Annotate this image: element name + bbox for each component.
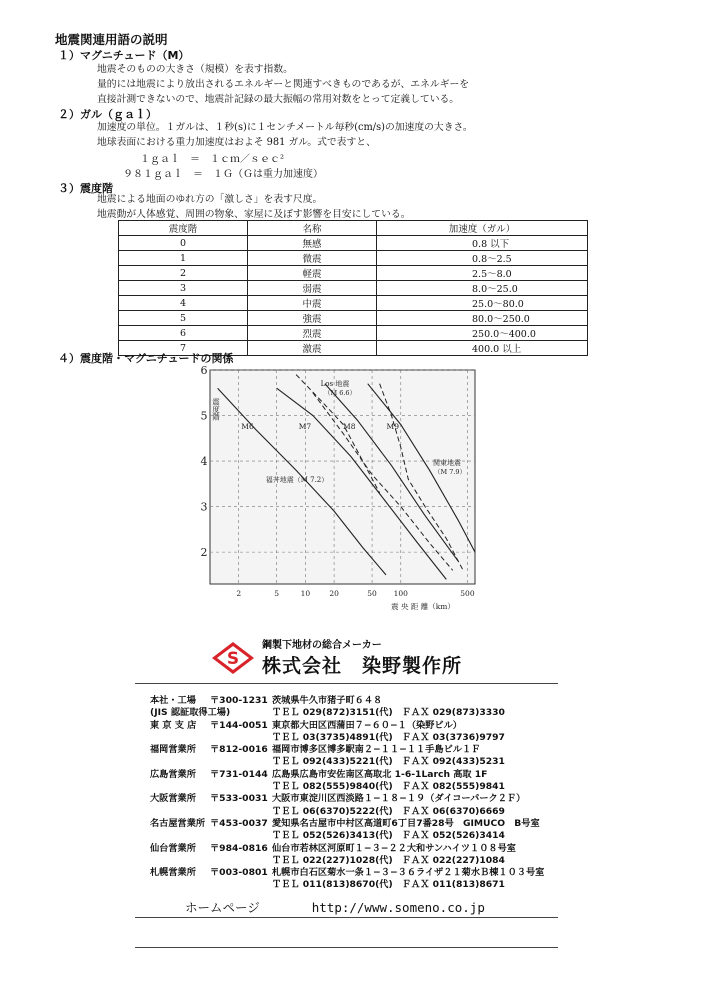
x-tick-label: 50 bbox=[367, 589, 377, 598]
column-header: 震度階 bbox=[119, 221, 248, 236]
intensity-magnitude-chart bbox=[185, 362, 485, 620]
y-tick-label: 6 bbox=[200, 364, 208, 377]
table-cell: 強震 bbox=[248, 311, 377, 326]
office-c2: 〒003-0801 bbox=[210, 867, 268, 879]
table-cell: 弱震 bbox=[248, 281, 377, 296]
company-tagline: 鋼製下地材の総合メーカー bbox=[262, 640, 382, 651]
homepage-line bbox=[185, 898, 485, 916]
intensity-table bbox=[118, 220, 588, 356]
x-tick-label: 10 bbox=[300, 589, 311, 598]
annotation-label: 関東地震 bbox=[433, 459, 461, 467]
text-line: 地震動が人体感覚、周囲の物象、家屋に及ぼす影響を目安にしている。 bbox=[97, 209, 411, 220]
x-tick-label: 2 bbox=[236, 589, 242, 598]
table-row bbox=[119, 326, 588, 341]
office-c3: ＴＥＬ 029(872)3151(代) ＦＡＸ 029(873)3330 bbox=[272, 707, 505, 719]
table-header-row bbox=[119, 221, 588, 236]
table-cell: 0.8 以下 bbox=[377, 236, 588, 251]
table-cell: 0 bbox=[119, 236, 248, 251]
office-c3: ＴＥＬ 082(555)9840(代) ＦＡＸ 082(555)9841 bbox=[272, 781, 505, 793]
formula-2: ９８１ｇａｌ ＝ １Ｇ（Ｇは重力加速度） bbox=[123, 169, 323, 180]
office-c2: 〒453-0037 bbox=[210, 817, 268, 829]
y-axis-label: 震度階 bbox=[211, 398, 221, 421]
office-c1: (JIS 認証取得工場) bbox=[150, 707, 231, 719]
table-cell: 激震 bbox=[248, 341, 377, 356]
office-c1: 東 京 支 店 bbox=[150, 719, 197, 731]
page-title: 地震関連用語の説明 bbox=[55, 32, 168, 47]
homepage-label: ホームページ bbox=[185, 900, 260, 915]
office-c2: 〒731-0144 bbox=[210, 768, 268, 780]
table-cell: 3 bbox=[119, 281, 248, 296]
table-row bbox=[119, 281, 588, 296]
table-row bbox=[119, 236, 588, 251]
table-cell: 5 bbox=[119, 311, 248, 326]
column-header: 加速度（ガル） bbox=[377, 221, 588, 236]
divider bbox=[135, 917, 558, 918]
office-c3: 茨城県牛久市猪子町６４８ bbox=[272, 695, 383, 706]
company-name: 株式会社 染野製作所 bbox=[262, 655, 463, 677]
table-cell: 2.5～8.0 bbox=[377, 266, 588, 281]
office-c3: 札幌市白石区菊水一条１−３−３６ライザ２１菊水Ｂ棟１０３号室 bbox=[272, 867, 545, 879]
office-c3: ＴＥＬ 011(813)8670(代) ＦＡＸ 011(813)8671 bbox=[272, 879, 505, 891]
y-tick-label: 3 bbox=[200, 500, 208, 514]
y-tick-label: 4 bbox=[200, 455, 208, 469]
table-cell: 250.0～400.0 bbox=[377, 326, 588, 341]
table-row bbox=[119, 296, 588, 311]
table-cell: 25.0～80.0 bbox=[377, 296, 588, 311]
office-c3: 愛知県名古屋市中村区高道町6丁目7番28号 GIMUCO B号室 bbox=[272, 817, 540, 829]
table-cell: 1 bbox=[119, 251, 248, 266]
office-c1: 広島営業所 bbox=[150, 768, 196, 780]
divider bbox=[135, 683, 558, 684]
annotation-label: （M 6.6） bbox=[323, 389, 357, 397]
company-logo-icon bbox=[210, 640, 256, 676]
table-cell: 6 bbox=[119, 326, 248, 341]
section-intensity-text bbox=[97, 192, 411, 222]
table-row bbox=[119, 311, 588, 326]
office-c2: 〒984-0816 bbox=[210, 842, 268, 854]
office-c3: 福岡市博多区博多駅南２−１１−１１手島ビル１Ｆ bbox=[272, 744, 481, 756]
x-tick-label: 100 bbox=[393, 589, 408, 598]
section-magnitude-text bbox=[97, 62, 469, 107]
office-c1: 福岡営業所 bbox=[150, 744, 196, 756]
y-tick-label: 5 bbox=[200, 409, 208, 423]
table-cell: 4 bbox=[119, 296, 248, 311]
annotation-label: 福井地震（M 7.2） bbox=[265, 476, 329, 484]
series-label: M6 bbox=[241, 422, 254, 432]
office-c3: ＴＥＬ 092(433)5221(代) ＦＡＸ 092(433)5231 bbox=[272, 756, 505, 768]
table-cell: 2 bbox=[119, 266, 248, 281]
office-c1: 札幌営業所 bbox=[150, 867, 196, 879]
divider bbox=[135, 947, 558, 948]
section-magnitude-heading: １）マグニチュード（M） bbox=[58, 49, 190, 62]
section-gal-text bbox=[97, 120, 473, 150]
svg-text:S: S bbox=[226, 649, 240, 669]
text-line: 地震そのものの大きさ（規模）を表す指数。 bbox=[97, 64, 293, 75]
office-c1: 仙台営業所 bbox=[150, 842, 196, 854]
table-cell: 微震 bbox=[248, 251, 377, 266]
office-c3: 仙台市若林区河原町１−３−２２大和サンハイツ１０８号室 bbox=[272, 842, 516, 854]
text-line: 加速度の単位。１ガルは、１秒(s)に１センチメートル毎秒(cm/s)の加速度の大きさ。 bbox=[97, 122, 473, 133]
office-c3: ＴＥＬ 06(6370)5222(代) ＦＡＸ 06(6370)6669 bbox=[272, 805, 505, 817]
section-gal-heading: ２）ガル（ｇａｌ） bbox=[58, 108, 157, 121]
series-label: M7 bbox=[298, 422, 312, 432]
table-cell: 0.8～2.5 bbox=[377, 251, 588, 266]
office-c1: 名古屋営業所 bbox=[150, 817, 206, 829]
table-row bbox=[119, 251, 588, 266]
table-cell: 烈震 bbox=[248, 326, 377, 341]
series-label: M9 bbox=[386, 422, 400, 432]
office-c3: ＴＥＬ 022(227)1028(代) ＦＡＸ 022(227)1084 bbox=[272, 854, 505, 866]
column-header: 名称 bbox=[248, 221, 377, 236]
section-relation-heading: ４）震度階・マグニチュードの関係 bbox=[58, 352, 234, 365]
table-cell: 400.0 以上 bbox=[377, 341, 588, 356]
office-c3: ＴＥＬ 03(3735)4891(代) ＦＡＸ 03(3736)9797 bbox=[272, 731, 505, 743]
office-c2: 〒144-0051 bbox=[210, 719, 268, 731]
table-cell: 7 bbox=[119, 341, 248, 356]
office-c3: 東京都大田区西蒲田７−６０−１（染野ビル） bbox=[272, 719, 462, 731]
table-cell: 軽震 bbox=[248, 266, 377, 281]
table-cell: 中震 bbox=[248, 296, 377, 311]
x-axis-label: 震 央 距 離（km） bbox=[391, 602, 455, 611]
office-c1: 本社・工場 bbox=[150, 695, 196, 706]
text-line: 地震による地面のゆれ方の「激しさ」を表す尺度。 bbox=[97, 194, 323, 205]
text-line: 量的には地震により放出されるエネルギーと関連すべきものであるが、エネルギーを bbox=[97, 79, 470, 90]
office-c2: 〒300-1231 bbox=[210, 695, 268, 706]
x-tick-label: 20 bbox=[329, 589, 339, 598]
table-cell: 80.0～250.0 bbox=[377, 311, 588, 326]
office-c2: 〒812-0016 bbox=[210, 744, 268, 756]
office-c3: 大阪市東淀川区西淡路１−１８−１９（ダイコーパーク２Ｆ） bbox=[272, 793, 526, 805]
text-line: 地球表面における重力加速度はおよそ 981 ガル。式で表すと、 bbox=[97, 137, 376, 148]
x-tick-label: 5 bbox=[274, 589, 280, 598]
office-c1: 大阪営業所 bbox=[150, 793, 196, 805]
y-tick-label: 2 bbox=[200, 546, 208, 560]
section-intensity-heading: ３）震度階 bbox=[58, 182, 113, 195]
table-cell: 8.0～25.0 bbox=[377, 281, 588, 296]
office-c3: 広島県広島市安佐南区高取北 1-6-1Larch 高取 1F bbox=[272, 768, 488, 780]
series-label: M8 bbox=[343, 422, 356, 432]
table-row bbox=[119, 266, 588, 281]
annotation-label: Los 地震 bbox=[320, 380, 350, 388]
office-c3: ＴＥＬ 052(526)3413(代) ＦＡＸ 052(526)3414 bbox=[272, 830, 505, 842]
office-c2: 〒533-0031 bbox=[210, 793, 268, 805]
homepage-link[interactable]: http://www.someno.co.jp bbox=[311, 900, 485, 915]
text-line: 直接計測できないので、地震計記録の最大振幅の常用対数をとって定義している。 bbox=[97, 94, 460, 105]
formula-1: １ｇａｌ ＝ １ｃｍ／ｓｅｃ² bbox=[140, 154, 285, 165]
x-tick-label: 500 bbox=[460, 589, 475, 598]
annotation-label: （M 7.9） bbox=[433, 468, 467, 476]
table-cell: 無感 bbox=[248, 236, 377, 251]
